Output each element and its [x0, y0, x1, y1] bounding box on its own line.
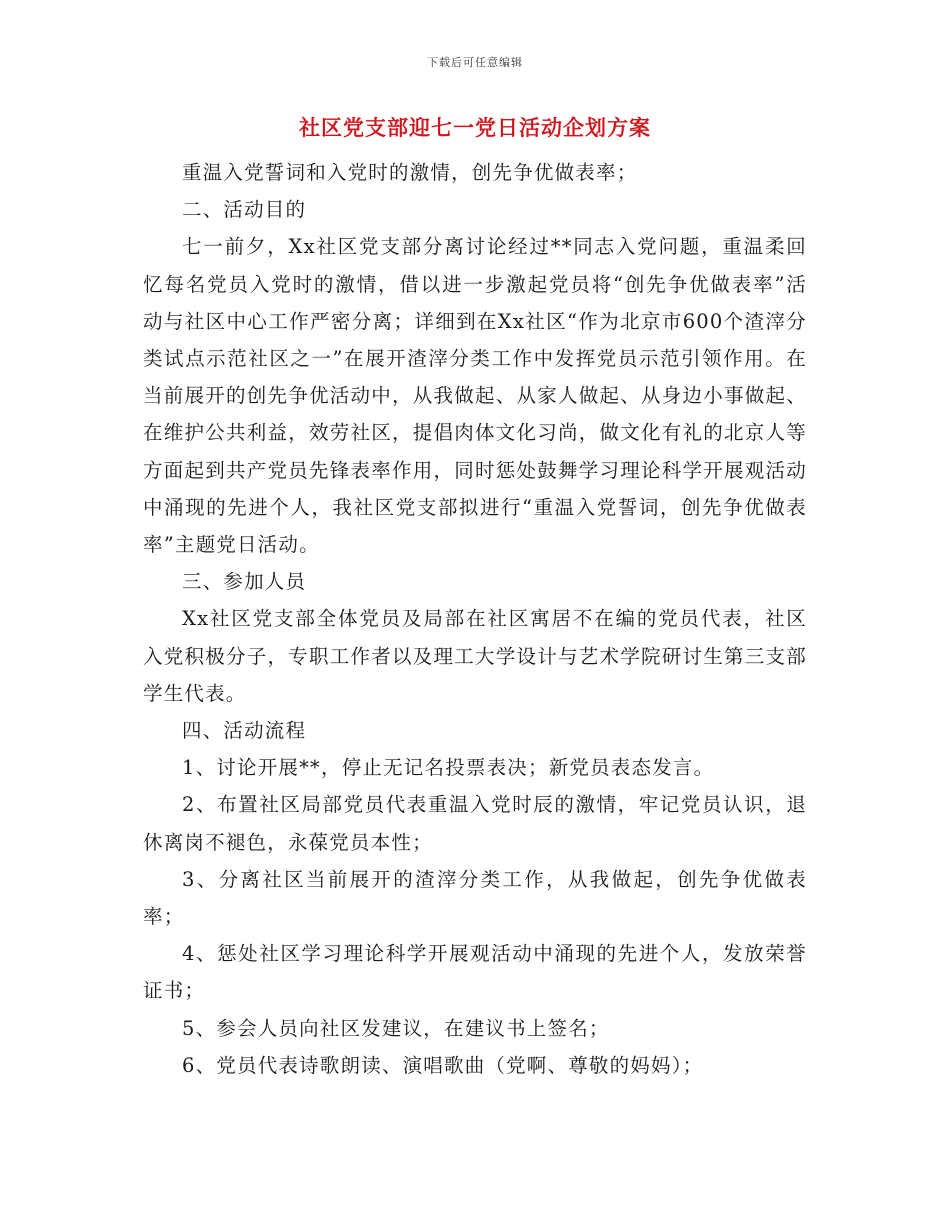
- process-step: 6、党员代表诗歌朗读、演唱歌曲（党啊、尊敬的妈妈）；: [182, 1053, 704, 1077]
- process-step: 5、参会人员向社区发建议，在建议书上签名；: [182, 1016, 610, 1040]
- section-heading-purpose: 二、活动目的: [182, 198, 307, 222]
- process-step: 4、惩处社区学习理论科学开展观活动中涌现的先进个人，发放荣誉证书；: [143, 942, 807, 1003]
- document-title: 社区党支部迎七一党日活动企划方案: [299, 115, 651, 140]
- section-heading-participants: 三、参加人员: [182, 570, 307, 594]
- paragraph-intro: 重温入党誓词和入党时的激情，创先争优做表率；: [182, 161, 638, 184]
- section-heading-process: 四、活动流程: [182, 719, 307, 743]
- document-body: [143, 154, 807, 1084]
- paragraph-participants: Xx社区党支部全体党员及局部在社区寓居不在编的党员代表，社区入党积极分子，专职工作者以及理工大学设计与艺术学院研讨生第三支部学生代表。: [143, 607, 807, 705]
- process-step: 2、布置社区局部党员代表重温入党时辰的激情，牢记党员认识，退休离岗不褪色，永葆党员本性；: [143, 793, 807, 854]
- process-step: 3、分离社区当前展开的渣滓分类工作，从我做起，创先争优做表率；: [143, 867, 807, 929]
- page-header-note: 下载后可任意编辑: [427, 56, 523, 69]
- paragraph-purpose: 七一前夕，Xx社区党支部分离讨论经过**同志入党问题，重温柔回忆每名党员入党时的激情，借以进一步激起党员将“创先争优做表率”活动与社区中心工作严密分离；详细到在Xx社区“作为北京市600个渣滓分类试点示范社区之一”在展开渣滓分类工作中发挥党员示范引领作用。在当前展开的创先争优活动中，从我做起、从家人做起、从身边小事做起、在维护公共利益，效劳社区，提倡肉体文化习尚，做文化有礼的北京人等方面起到共产党员先锋表率作用，同时惩处鼓舞学习理论科学开展观活动中涌现的先进个人，我社区党支部拟进行“重温入党誓词，创先争优做表率”主题党日活动。: [143, 235, 807, 557]
- process-step: 1、讨论开展**，停止无记名投票表决；新党员表态发言。: [182, 756, 715, 780]
